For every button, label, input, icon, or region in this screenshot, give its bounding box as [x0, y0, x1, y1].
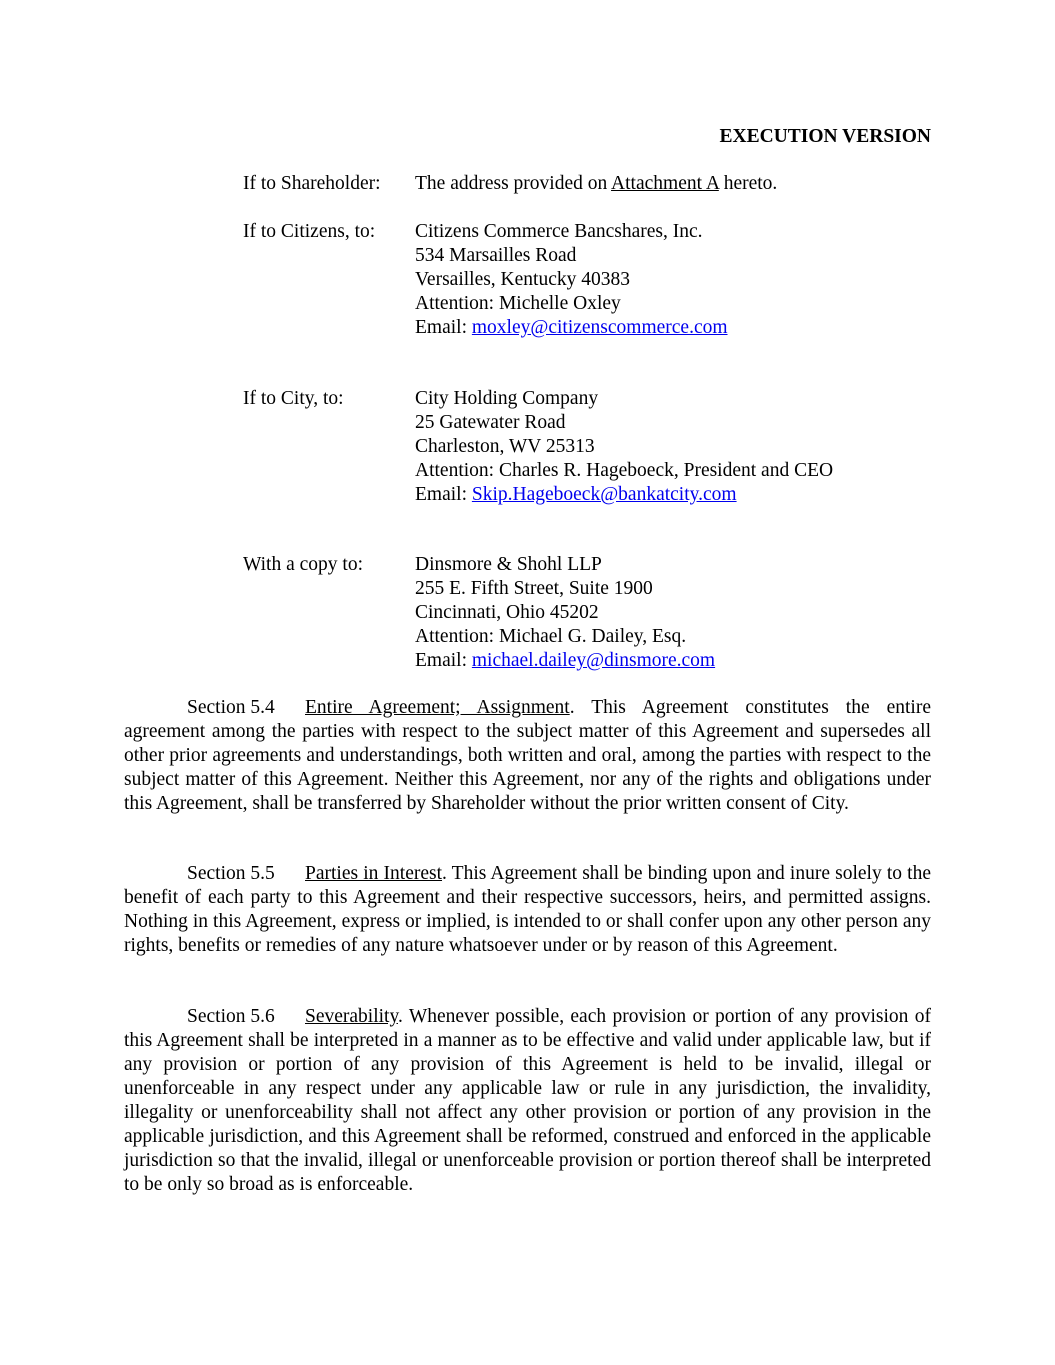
notice-label: If to Shareholder:: [243, 173, 381, 194]
notice-address: [415, 553, 715, 673]
address-line: 25 Gatewater Road: [415, 412, 566, 433]
execution-version-header: EXECUTION VERSION: [719, 126, 931, 147]
address-line: Versailles, Kentucky 40383: [415, 269, 630, 290]
email-link[interactable]: Skip.Hageboeck@bankatcity.com: [471, 484, 737, 505]
section-number: Section 5.5: [187, 863, 275, 884]
section-5-4: [124, 696, 931, 816]
section-title: Severability: [305, 1006, 398, 1027]
section-body: . This Agreement shall be binding upon and inure solely to the benefit of each party to this Agreement and their respective successors, heirs, and permitted assigns. Nothing in this Agreement, express or implied, is intended to or shall confer upon any other person any rights, benefits or remedies of any nature whatsoever under or by reason of this Agreement.: [124, 863, 931, 956]
address-line: Citizens Commerce Bancshares, Inc.: [415, 221, 703, 242]
email-line: Email: moxley@citizenscommerce.com: [415, 317, 728, 338]
notice-address: [415, 387, 833, 507]
section-body: . Whenever possible, each provision or portion of any provision of this Agreement shall be interpreted in a manner as to be effective and valid under applicable law, but if any provision or portion of any provision of this Agreement is held to be invalid, illegal or unenforceable in any respect under any applicable law or rule in any jurisdiction, the invalidity, illegality or unenforceability shall not affect any other provision or portion of any provision in the applicable jurisdiction, and this Agreement shall be reformed, construed and enforced in the applicable jurisdiction so that the invalid, illegal or unenforceable provision or portion thereof shall be interpreted to be only so broad as is enforceable.: [124, 1006, 931, 1195]
email-link[interactable]: michael.dailey@dinsmore.com: [471, 650, 716, 671]
section-title: Parties in Interest: [305, 863, 443, 884]
section-5-6: [124, 1005, 931, 1197]
section-body: . This Agreement constitutes the entire agreement among the parties with respect to the subject matter of this Agreement and supersedes all other prior agreements and understandings, both written and oral, among the parties with respect to the subject matter of this Agreement. Neither this Agreement, nor any of the rights and obligations under this Agreement, shall be transferred by Shareholder without the prior written consent of City.: [124, 697, 931, 814]
address-line: 255 E. Fifth Street, Suite 1900: [415, 578, 653, 599]
address-line: Attention: Michelle Oxley: [415, 293, 621, 314]
address-line: Charleston, WV 25313: [415, 436, 595, 457]
email-link[interactable]: moxley@citizenscommerce.com: [471, 317, 728, 338]
notice-address: The address provided on Attachment A hereto.: [415, 173, 778, 194]
address-line: Cincinnati, Ohio 45202: [415, 602, 599, 623]
section-number: Section 5.4: [187, 697, 275, 718]
attachment-reference: Attachment A: [611, 173, 719, 194]
section-title: Entire Agreement; Assignment: [305, 697, 570, 718]
address-line: Dinsmore & Shohl LLP: [415, 554, 602, 575]
address-line: Attention: Michael G. Dailey, Esq.: [415, 626, 687, 647]
notice-label: If to City, to:: [243, 388, 344, 409]
section-number: Section 5.6: [187, 1006, 275, 1027]
notice-address: [415, 220, 728, 340]
address-line: City Holding Company: [415, 388, 599, 409]
notice-label: If to Citizens, to:: [243, 221, 376, 242]
address-line: Attention: Charles R. Hageboeck, President and CEO: [415, 460, 834, 481]
address-line: 534 Marsailles Road: [415, 245, 577, 266]
email-line: Email: michael.dailey@dinsmore.com: [415, 650, 716, 671]
email-line: Email: Skip.Hageboeck@bankatcity.com: [415, 484, 737, 505]
notice-label: With a copy to:: [243, 554, 363, 575]
section-5-5: [124, 862, 931, 958]
